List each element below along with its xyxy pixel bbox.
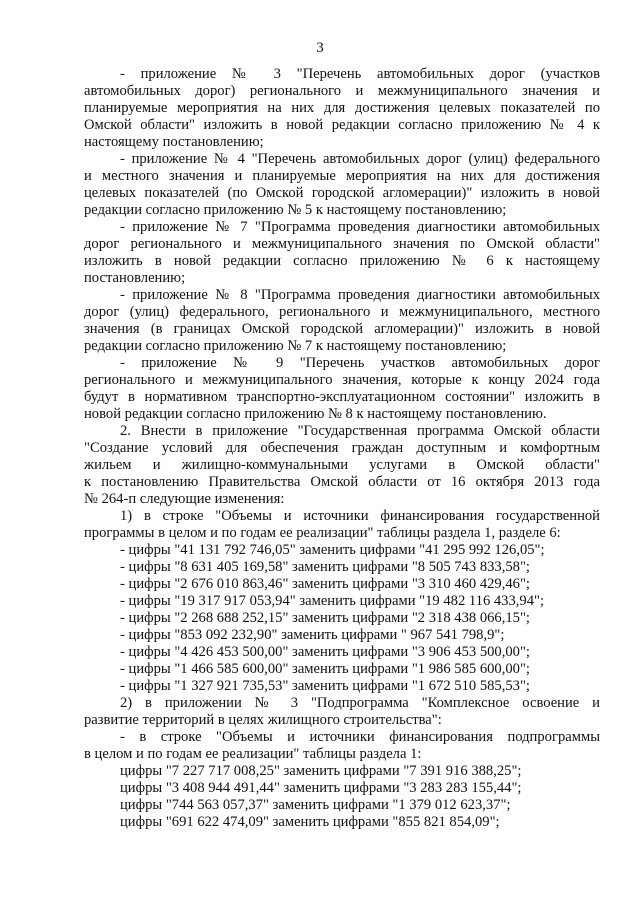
text-line: цифры "7 227 717 008,25" заменить цифрами "7 391 916 388,25"; bbox=[120, 763, 522, 779]
text-line: - приложение № 8 "Программа проведения диагностики автомобильных bbox=[120, 287, 600, 303]
text-line: автомобильных дорог) регионального и межмуниципального значения и bbox=[84, 83, 600, 99]
text-line: регионального и межмуниципального значения, которые к концу 2024 года bbox=[84, 372, 600, 388]
text-line: новой редакции согласно приложению № 8 к настоящему постановлению. bbox=[84, 406, 547, 422]
text-line: изложить в новой редакции согласно приложению № 6 к настоящему bbox=[84, 253, 600, 269]
text-line: - цифры "4 426 453 500,00" заменить цифрами "3 906 453 500,00"; bbox=[120, 644, 530, 660]
text-line: и местного значения и планируемые мероприятия на них для достижения bbox=[84, 168, 600, 184]
text-line: настоящему постановлению; bbox=[84, 134, 264, 150]
text-line: - цифры "2 268 688 252,15" заменить цифрами "2 318 438 066,15"; bbox=[120, 610, 530, 626]
text-line: "Создание условий для обеспечения граждан доступным и комфортным bbox=[84, 440, 600, 456]
text-line: 2) в приложении № 3 "Подпрограмма "Комплексное освоение и bbox=[120, 695, 600, 711]
text-line: - цифры "8 631 405 169,58" заменить цифрами "8 505 743 833,58"; bbox=[120, 559, 530, 575]
text-line: Омской области" изложить в новой редакции согласно приложению № 4 к bbox=[84, 117, 600, 133]
text-line: - цифры "19 317 917 053,94" заменить цифрами "19 482 116 433,94"; bbox=[120, 593, 545, 609]
text-line: - цифры "2 676 010 863,46" заменить цифрами "3 310 460 429,46"; bbox=[120, 576, 530, 592]
text-line: - цифры "41 131 792 746,05" заменить цифрами "41 295 992 126,05"; bbox=[120, 542, 545, 558]
text-line: значения (в границах Омской городской агломерации)" изложить в новой bbox=[84, 321, 600, 337]
text-line: 2. Внести в приложение "Государственная программа Омской области bbox=[120, 423, 600, 439]
text-line: к постановлению Правительства Омской области от 16 октября 2013 года bbox=[84, 474, 600, 490]
text-line: дорог (улиц) федерального, регионального и межмуниципального, местного bbox=[84, 304, 600, 320]
text-line: планируемые мероприятия на них для достижения целевых показателей по bbox=[84, 100, 600, 116]
text-line: № 264-п следующие изменения: bbox=[84, 491, 285, 507]
text-line: дорог регионального и межмуниципального значения по Омской области" bbox=[84, 236, 600, 252]
text-line: целевых показателей (по Омской городской агломерации)" изложить в новой bbox=[84, 185, 600, 201]
text-line: в целом и по годам ее реализации" таблицы раздела 1: bbox=[84, 746, 422, 762]
text-line: цифры "744 563 057,37" заменить цифрами "1 379 012 623,37"; bbox=[120, 797, 511, 813]
text-line: редакции согласно приложению № 7 к настоящему постановлению; bbox=[84, 338, 507, 354]
text-line: 1) в строке "Объемы и источники финансирования государственной bbox=[120, 508, 600, 524]
text-line: редакции согласно приложению № 5 к настоящему постановлению; bbox=[84, 202, 507, 218]
text-line: развитие территорий в целях жилищного строительства": bbox=[84, 712, 442, 728]
text-line: цифры "691 622 474,09" заменить цифрами "855 821 854,09"; bbox=[120, 814, 500, 830]
text-line: программы в целом и по годам ее реализации" таблицы раздела 1, разделе 6: bbox=[84, 525, 561, 541]
text-line: - приложение № 3 "Перечень автомобильных дорог (участков bbox=[120, 66, 600, 82]
text-line: постановлению; bbox=[84, 270, 186, 286]
text-line: жильем и жилищно-коммунальными услугами в Омской области" bbox=[84, 457, 600, 473]
text-line: цифры "3 408 944 491,44" заменить цифрами "3 283 283 155,44"; bbox=[120, 780, 522, 796]
text-line: - в строке "Объемы и источники финансирования подпрограммы bbox=[120, 729, 600, 745]
page-number: 3 bbox=[316, 40, 324, 56]
text-line: - приложение № 7 "Программа проведения диагностики автомобильных bbox=[120, 219, 600, 235]
text-line: - приложение № 4 "Перечень автомобильных дорог (улиц) федерального bbox=[120, 151, 600, 167]
text-line: будут в нормативном транспортно-эксплуатационном состоянии" изложить в bbox=[84, 389, 600, 405]
text-line: - цифры "853 092 232,90" заменить цифрами " 967 541 798,9"; bbox=[120, 627, 505, 643]
text-line: - приложение № 9 "Перечень участков автомобильных дорог bbox=[120, 355, 600, 371]
text-line: - цифры "1 327 921 735,53" заменить цифрами "1 672 510 585,53"; bbox=[120, 678, 530, 694]
text-line: - цифры "1 466 585 600,00" заменить цифрами "1 986 585 600,00"; bbox=[120, 661, 530, 677]
document-body bbox=[84, 66, 600, 831]
